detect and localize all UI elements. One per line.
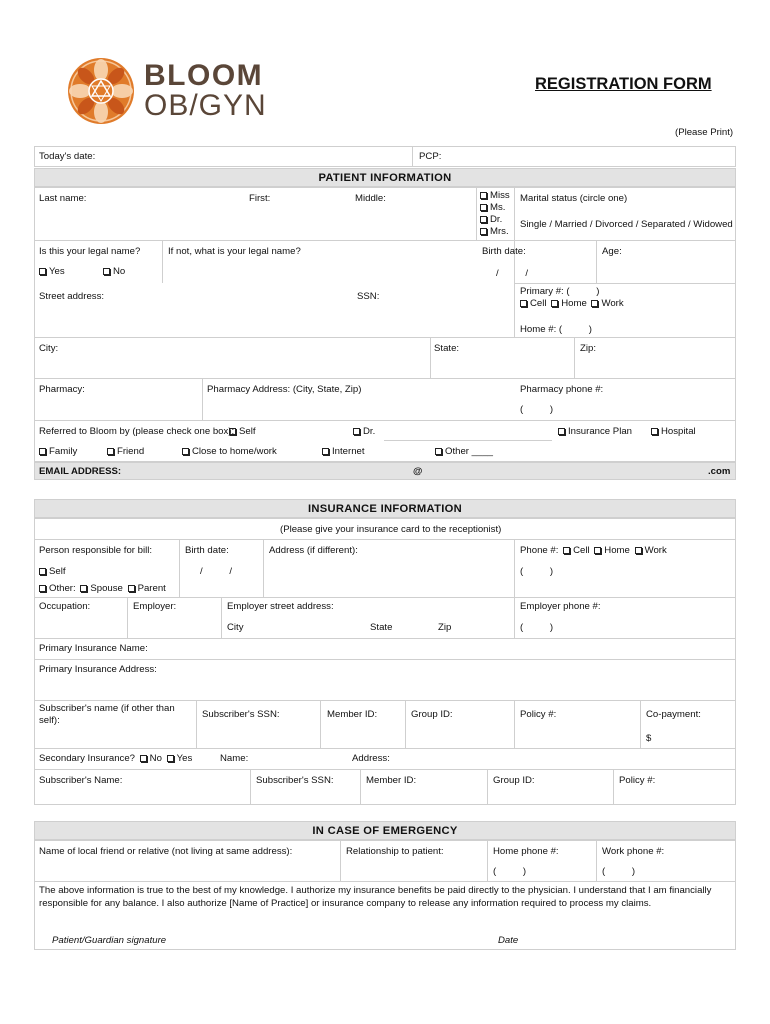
copayment-label: Co-payment:: [646, 709, 701, 720]
top-row: [34, 146, 736, 167]
title-ms-checkbox[interactable]: Ms.: [480, 202, 505, 214]
secondary-member-id-field[interactable]: Member ID:: [366, 775, 417, 786]
emergency-work-phone-field[interactable]: ( ): [602, 866, 636, 877]
secondary-group-id-field[interactable]: Group ID:: [493, 775, 535, 786]
primary-insurance-address-field[interactable]: Primary Insurance Address:: [39, 664, 157, 675]
member-id-field[interactable]: Member ID:: [327, 709, 378, 720]
email-at: @: [413, 466, 423, 477]
logo-line-bloom: BLOOM: [144, 59, 264, 92]
emergency-heading: IN CASE OF EMERGENCY: [34, 821, 736, 840]
signature-field[interactable]: Patient/Guardian signature: [52, 935, 167, 946]
checkbox-icon[interactable]: [322, 448, 329, 455]
zip-field[interactable]: Zip:: [580, 343, 596, 354]
home-phone-field[interactable]: Home #: ( ): [520, 324, 592, 335]
checkbox-icon[interactable]: [635, 547, 642, 554]
relationship-field[interactable]: Relationship to patient:: [346, 846, 444, 857]
checkbox-icon[interactable]: [480, 228, 487, 235]
logo-line-obgyn: OB/GYN: [144, 89, 267, 122]
bloom-logo: [66, 56, 282, 126]
referred-label: Referred to Bloom by (please check one box):: [39, 426, 235, 437]
please-print-note: (Please Print): [675, 127, 734, 138]
legal-name-field[interactable]: If not, what is your legal name?: [168, 246, 301, 257]
secondary-insurance-question: Secondary Insurance? No Yes: [39, 753, 193, 764]
city-field[interactable]: City:: [39, 343, 59, 354]
checkbox-icon[interactable]: [520, 300, 527, 307]
pharmacy-field[interactable]: Pharmacy:: [39, 384, 85, 395]
referred-self-checkbox[interactable]: Self: [229, 426, 256, 438]
secondary-subscriber-name-field[interactable]: Subscriber's Name:: [39, 775, 123, 786]
emergency-work-phone-label: Work phone #:: [602, 846, 665, 857]
last-name-field[interactable]: Last name:: [39, 193, 87, 204]
signature-date-field[interactable]: Date: [498, 935, 519, 946]
subscriber-ssn-field[interactable]: Subscriber's SSN:: [202, 709, 280, 720]
first-name-field[interactable]: First:: [249, 193, 271, 204]
checkbox-icon[interactable]: [651, 428, 658, 435]
group-id-field[interactable]: Group ID:: [411, 709, 453, 720]
responsible-address-field[interactable]: Address (if different):: [269, 545, 358, 556]
employer-phone-label: Employer phone #:: [520, 601, 601, 612]
checkbox-icon[interactable]: [594, 547, 601, 554]
checkbox-icon[interactable]: [107, 448, 114, 455]
checkbox-icon[interactable]: [480, 204, 487, 211]
email-com: .com: [708, 466, 731, 477]
referred-friend-checkbox[interactable]: Friend: [107, 446, 144, 458]
checkbox-icon[interactable]: [103, 268, 110, 275]
state-field[interactable]: State:: [434, 343, 460, 354]
checkbox-icon[interactable]: [39, 568, 46, 575]
legal-name-question: Is this your legal name?: [39, 246, 141, 257]
responsible-other-options: Other: Spouse Parent: [39, 583, 166, 595]
referred-internet-checkbox[interactable]: Internet: [322, 446, 365, 458]
referred-close-checkbox[interactable]: Close to home/work: [182, 446, 277, 458]
employer-zip-label: Zip: [438, 622, 452, 633]
middle-name-field[interactable]: Middle:: [355, 193, 386, 204]
authorization-statement: The above information is true to the best of my knowledge. I authorize my insurance benefits be paid directly to the physician. I understand that I am financially responsible for any balance. I also authorize [Name of Practice] or insurance company to release any information required to process my claims.: [39, 885, 712, 909]
birth-date-label: Birth date:: [482, 246, 526, 257]
occupation-field[interactable]: Occupation:: [39, 601, 91, 612]
referred-insurance-plan-checkbox[interactable]: Insurance Plan: [558, 426, 632, 438]
title-dr-checkbox[interactable]: Dr.: [480, 214, 502, 226]
primary-phone-field[interactable]: Primary #: ( ): [520, 286, 600, 297]
secondary-policy-field[interactable]: Policy #:: [619, 775, 656, 786]
checkbox-icon[interactable]: [480, 216, 487, 223]
referred-hospital-checkbox[interactable]: Hospital: [651, 426, 696, 438]
employer-field[interactable]: Employer:: [133, 601, 177, 612]
referred-dr-name-line: [384, 440, 552, 441]
form-title: REGISTRATION FORM: [535, 75, 712, 93]
email-label: EMAIL ADDRESS:: [39, 466, 122, 477]
local-friend-field[interactable]: Name of local friend or relative (not living at same address):: [39, 846, 293, 857]
employer-street-field[interactable]: Employer street address:: [227, 601, 334, 612]
secondary-address-field[interactable]: Address:: [352, 753, 390, 764]
emergency-home-phone-label: Home phone #:: [493, 846, 559, 857]
checkbox-icon[interactable]: [39, 585, 46, 592]
insurance-card-note: (Please give your insurance card to the receptionist): [280, 524, 502, 535]
checkbox-icon[interactable]: [229, 428, 236, 435]
checkbox-icon[interactable]: [558, 428, 565, 435]
copayment-field[interactable]: $: [646, 733, 652, 744]
subscriber-name-other-field[interactable]: Subscriber's name (if other than self):: [39, 703, 175, 726]
referred-dr-checkbox[interactable]: Dr.: [353, 426, 375, 438]
checkbox-icon[interactable]: [591, 300, 598, 307]
ssn-field[interactable]: SSN:: [357, 291, 380, 302]
pharmacy-phone-label: Pharmacy phone #:: [520, 384, 604, 395]
title-mrs-checkbox[interactable]: Mrs.: [480, 226, 509, 238]
checkbox-icon[interactable]: [182, 448, 189, 455]
responsible-birth-date-field[interactable]: / /: [200, 566, 232, 577]
legal-yes-checkbox[interactable]: Yes: [39, 266, 65, 278]
checkbox-icon[interactable]: [480, 192, 487, 199]
legal-no-checkbox[interactable]: No: [103, 266, 125, 278]
age-field[interactable]: Age:: [602, 246, 622, 257]
flower-logo-icon: [66, 56, 136, 126]
patient-info-heading: PATIENT INFORMATION: [34, 168, 736, 187]
checkbox-icon[interactable]: [39, 448, 46, 455]
employer-phone-field[interactable]: ( ): [520, 622, 554, 633]
checkbox-icon[interactable]: [128, 585, 135, 592]
checkbox-icon[interactable]: [167, 755, 174, 762]
todays-date-field[interactable]: Today's date:: [39, 151, 96, 162]
email-row: [34, 462, 736, 480]
checkbox-icon[interactable]: [551, 300, 558, 307]
responsible-phone-field[interactable]: ( ): [520, 566, 554, 577]
responsible-label: Person responsible for bill:: [39, 545, 153, 556]
employer-city-label: City: [227, 622, 244, 633]
emergency-home-phone-field[interactable]: ( ): [493, 866, 527, 877]
secondary-name-field[interactable]: Name:: [220, 753, 249, 764]
insurance-info-heading: INSURANCE INFORMATION: [34, 499, 736, 518]
checkbox-icon[interactable]: [39, 268, 46, 275]
responsible-phone-label: Phone #: Cell Home Work: [520, 545, 667, 556]
birth-date-field[interactable]: / /: [496, 268, 528, 279]
street-address-field[interactable]: Street address:: [39, 291, 105, 302]
responsible-self-checkbox[interactable]: Self: [39, 566, 66, 578]
marital-status-options[interactable]: Single / Married / Divorced / Separated / Widowed: [520, 219, 733, 230]
checkbox-icon[interactable]: [140, 755, 147, 762]
checkbox-icon[interactable]: [80, 585, 87, 592]
secondary-subscriber-ssn-field[interactable]: Subscriber's SSN:: [256, 775, 334, 786]
pcp-field[interactable]: PCP:: [419, 151, 442, 162]
checkbox-icon[interactable]: [435, 448, 442, 455]
responsible-birth-date-label: Birth date:: [185, 545, 229, 556]
referred-family-checkbox[interactable]: Family: [39, 446, 77, 458]
marital-status-label: Marital status (circle one): [520, 193, 628, 204]
pharmacy-address-field[interactable]: Pharmacy Address: (City, State, Zip): [207, 384, 362, 395]
pharmacy-phone-field[interactable]: ( ): [520, 404, 554, 415]
primary-phone-type: Cell Home Work: [520, 298, 624, 310]
employer-state-label: State: [370, 622, 393, 633]
checkbox-icon[interactable]: [563, 547, 570, 554]
referred-other-checkbox[interactable]: Other ____: [435, 446, 493, 458]
checkbox-icon[interactable]: [353, 428, 360, 435]
primary-insurance-name-field[interactable]: Primary Insurance Name:: [39, 643, 148, 654]
policy-field[interactable]: Policy #:: [520, 709, 557, 720]
title-miss-checkbox[interactable]: Miss: [480, 190, 510, 202]
